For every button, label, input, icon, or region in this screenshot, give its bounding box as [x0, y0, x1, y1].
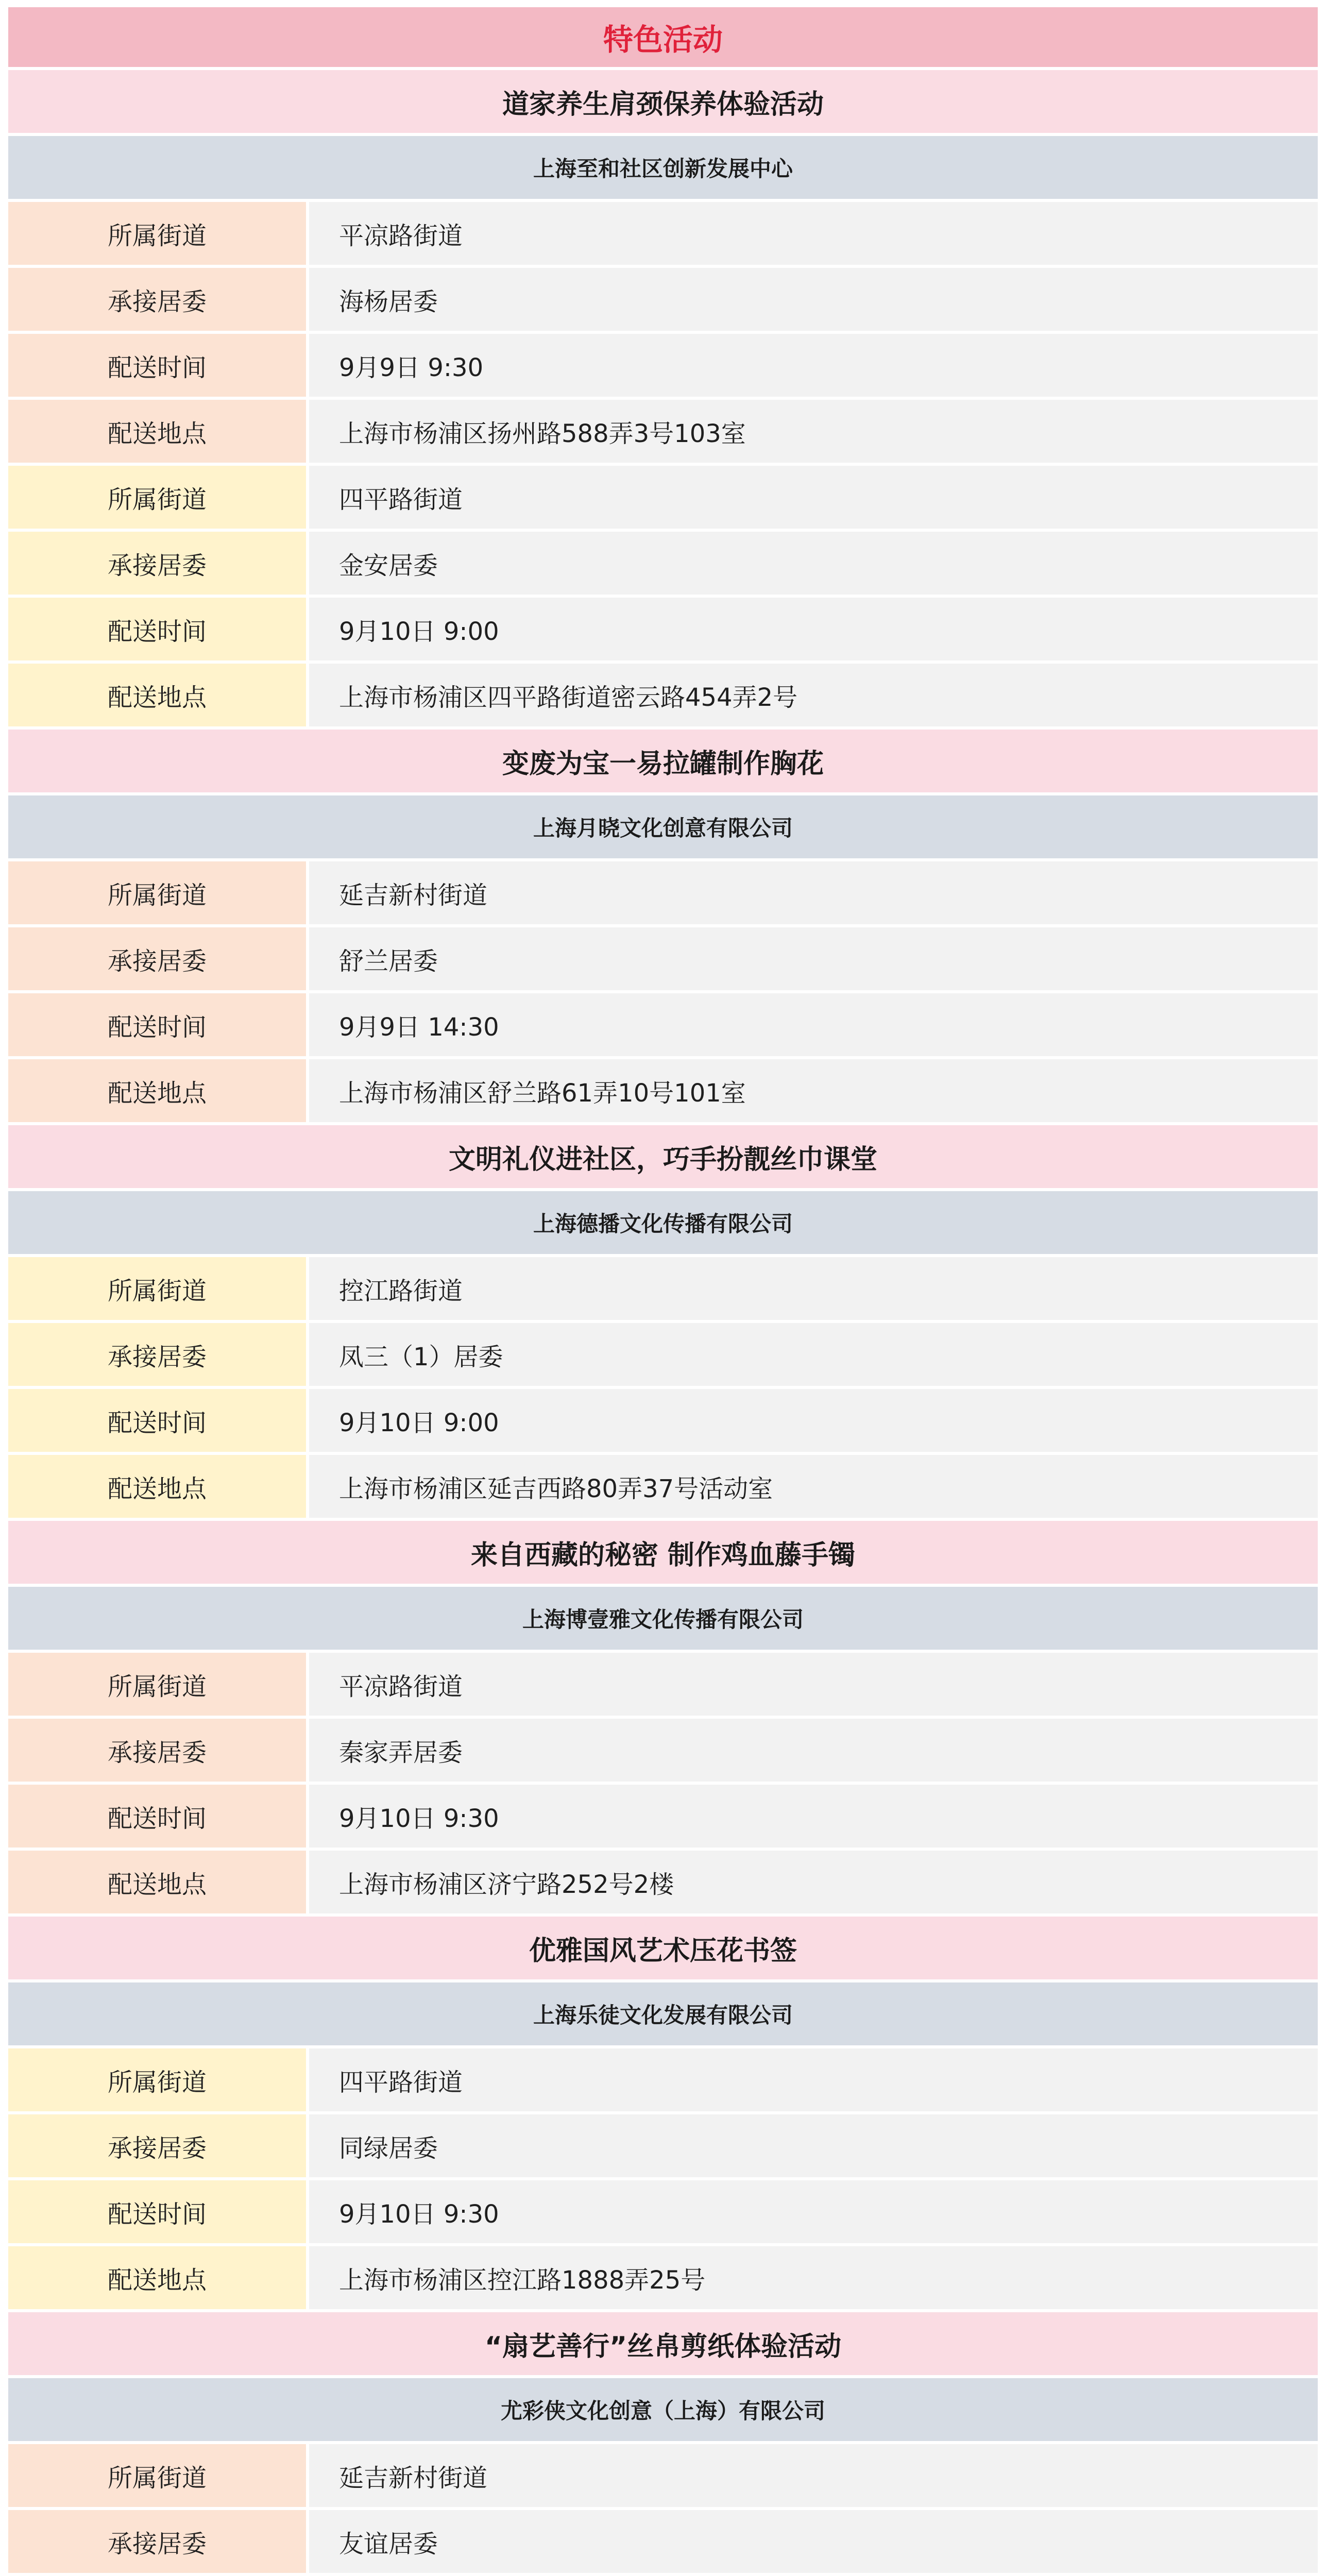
street-label: 所属街道 — [8, 2444, 309, 2507]
committee-row — [8, 2114, 1318, 2180]
delivery-place-row — [8, 1059, 1318, 1125]
delivery-time-row — [8, 1785, 1318, 1851]
delivery-place-row — [8, 1455, 1318, 1521]
delivery-time-value: 9月9日 14:30 — [309, 993, 1318, 1056]
activity-table — [8, 7, 1318, 2576]
delivery-time-label: 配送时间 — [8, 2180, 309, 2243]
street-label: 所属街道 — [8, 202, 309, 265]
committee-value: 金安居委 — [309, 532, 1318, 595]
committee-value: 海杨居委 — [309, 268, 1318, 331]
street-row — [8, 466, 1318, 532]
organizer-name: 上海博壹雅文化传播有限公司 — [8, 1587, 1318, 1653]
delivery-place-label: 配送地点 — [8, 1455, 309, 1518]
delivery-place-row — [8, 1851, 1318, 1917]
committee-row — [8, 268, 1318, 334]
activity-block — [8, 70, 1318, 730]
street-value: 控江路街道 — [309, 1257, 1318, 1320]
street-row — [8, 2048, 1318, 2114]
organizer-name: 上海至和社区创新发展中心 — [8, 136, 1318, 202]
committee-value: 舒兰居委 — [309, 927, 1318, 990]
street-label: 所属街道 — [8, 2048, 309, 2111]
table-banner: 特色活动 — [8, 7, 1318, 70]
committee-value: 凤三（1）居委 — [309, 1323, 1318, 1386]
delivery-place-label: 配送地点 — [8, 664, 309, 726]
street-label: 所属街道 — [8, 1653, 309, 1716]
activity-title: 道家养生肩颈保养体验活动 — [8, 70, 1318, 136]
committee-label: 承接居委 — [8, 268, 309, 331]
delivery-place-label: 配送地点 — [8, 1059, 309, 1122]
delivery-time-value: 9月10日 9:30 — [309, 1785, 1318, 1848]
activity-title: 来自西藏的秘密 制作鸡血藤手镯 — [8, 1521, 1318, 1587]
delivery-time-row — [8, 598, 1318, 664]
delivery-time-label: 配送时间 — [8, 993, 309, 1056]
delivery-time-row — [8, 1389, 1318, 1455]
committee-row — [8, 2510, 1318, 2576]
committee-label: 承接居委 — [8, 2114, 309, 2177]
organizer-name: 尤彩侠文化创意（上海）有限公司 — [8, 2378, 1318, 2444]
committee-label: 承接居委 — [8, 1719, 309, 1782]
delivery-place-value: 上海市杨浦区扬州路588弄3号103室 — [309, 400, 1318, 463]
delivery-time-value: 9月10日 9:00 — [309, 1389, 1318, 1452]
delivery-time-value: 9月9日 9:30 — [309, 334, 1318, 397]
activity-block — [8, 1521, 1318, 1917]
delivery-place-label: 配送地点 — [8, 400, 309, 463]
activity-title: 优雅国风艺术压花书签 — [8, 1917, 1318, 1982]
street-row — [8, 861, 1318, 927]
activity-block — [8, 1917, 1318, 2312]
street-value: 延吉新村街道 — [309, 2444, 1318, 2507]
street-row — [8, 1257, 1318, 1323]
street-label: 所属街道 — [8, 861, 309, 924]
delivery-place-value: 上海市杨浦区四平路街道密云路454弄2号 — [309, 664, 1318, 726]
delivery-time-label: 配送时间 — [8, 1785, 309, 1848]
organizer-name: 上海德播文化传播有限公司 — [8, 1191, 1318, 1257]
activity-block — [8, 730, 1318, 1125]
delivery-time-row — [8, 993, 1318, 1059]
street-value: 四平路街道 — [309, 2048, 1318, 2111]
committee-label: 承接居委 — [8, 1323, 309, 1386]
committee-row — [8, 1323, 1318, 1389]
committee-value: 秦家弄居委 — [309, 1719, 1318, 1782]
street-label: 所属街道 — [8, 466, 309, 529]
delivery-time-row — [8, 334, 1318, 400]
delivery-time-label: 配送时间 — [8, 1389, 309, 1452]
delivery-place-value: 上海市杨浦区舒兰路61弄10号101室 — [309, 1059, 1318, 1122]
organizer-name: 上海乐徒文化发展有限公司 — [8, 1982, 1318, 2048]
street-row — [8, 202, 1318, 268]
committee-label: 承接居委 — [8, 927, 309, 990]
activity-list — [8, 70, 1318, 2576]
activity-block — [8, 1125, 1318, 1521]
delivery-place-value: 上海市杨浦区控江路1888弄25号 — [309, 2246, 1318, 2309]
delivery-place-value: 上海市杨浦区延吉西路80弄37号活动室 — [309, 1455, 1318, 1518]
delivery-place-label: 配送地点 — [8, 2246, 309, 2309]
street-value: 四平路街道 — [309, 466, 1318, 529]
committee-value: 友谊居委 — [309, 2510, 1318, 2573]
activity-block — [8, 2312, 1318, 2576]
delivery-time-value: 9月10日 9:30 — [309, 2180, 1318, 2243]
delivery-time-row — [8, 2180, 1318, 2246]
delivery-place-row — [8, 664, 1318, 730]
committee-value: 同绿居委 — [309, 2114, 1318, 2177]
delivery-place-row — [8, 2246, 1318, 2312]
committee-row — [8, 927, 1318, 993]
street-row — [8, 1653, 1318, 1719]
delivery-place-label: 配送地点 — [8, 1851, 309, 1913]
activity-title: 文明礼仪进社区，巧手扮靓丝巾课堂 — [8, 1125, 1318, 1191]
delivery-time-label: 配送时间 — [8, 598, 309, 660]
committee-row — [8, 532, 1318, 598]
committee-label: 承接居委 — [8, 2510, 309, 2573]
activity-title: 变废为宝一易拉罐制作胸花 — [8, 730, 1318, 795]
street-value: 平凉路街道 — [309, 1653, 1318, 1716]
organizer-name: 上海月晓文化创意有限公司 — [8, 795, 1318, 861]
delivery-place-value: 上海市杨浦区济宁路252号2楼 — [309, 1851, 1318, 1913]
activity-title: “扇艺善行”丝帛剪纸体验活动 — [8, 2312, 1318, 2378]
delivery-time-label: 配送时间 — [8, 334, 309, 397]
delivery-time-value: 9月10日 9:00 — [309, 598, 1318, 660]
street-value: 平凉路街道 — [309, 202, 1318, 265]
committee-label: 承接居委 — [8, 532, 309, 595]
street-value: 延吉新村街道 — [309, 861, 1318, 924]
committee-row — [8, 1719, 1318, 1785]
street-label: 所属街道 — [8, 1257, 309, 1320]
street-row — [8, 2444, 1318, 2510]
delivery-place-row — [8, 400, 1318, 466]
